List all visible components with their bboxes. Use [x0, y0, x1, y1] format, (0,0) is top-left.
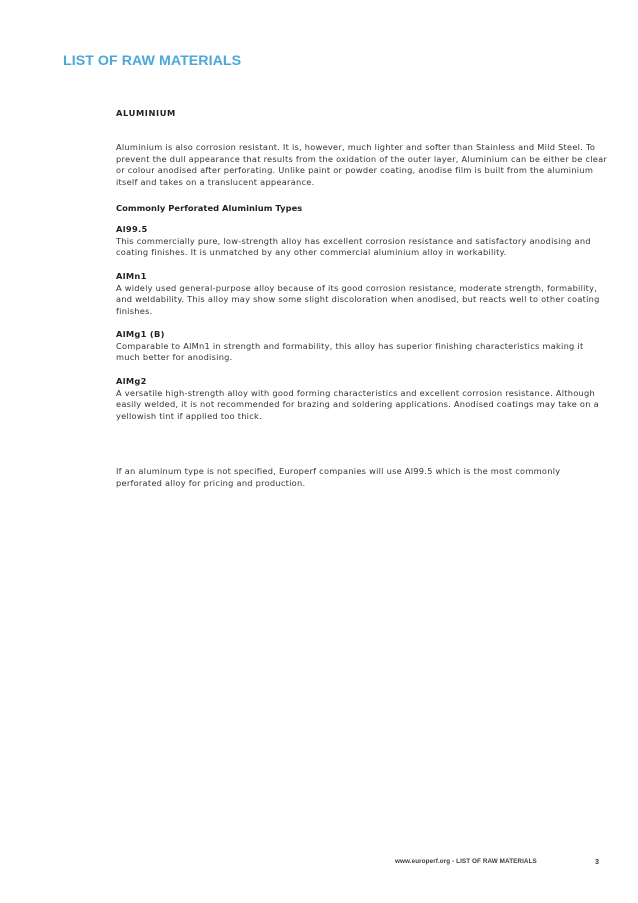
alloy-entry: [116, 376, 609, 423]
types-heading: Commonly Perforated Aluminium Types: [116, 203, 303, 213]
alloy-entry: [116, 271, 609, 318]
alloy-description: This commercially pure, low-strength alloy has excellent corrosion resistance and satisfactory anodising and coating finishes. It is unmatched by any other commercial aluminium alloy in workability.: [116, 235, 591, 258]
alloy-entry: [116, 329, 609, 364]
alloy-name: AlMg1 (B): [116, 329, 165, 339]
alloy-name: AlMn1: [116, 271, 147, 281]
alloy-description: Comparable to AlMn1 in strength and formability, this alloy has superior finishing characteristics making it much better for anodising.: [116, 340, 584, 363]
intro-paragraph: Aluminium is also corrosion resistant. It is, however, much lighter and softer than Stainless and Mild Steel. To prevent the dull appearance that results from the oxidation of the outer layer, Aluminium can be either be clear or colour anodised after perforating. Unlike paint or powder coating, anodise film is built from the aluminium itself and takes on a translucent appearance.: [116, 142, 608, 188]
page-number: 3: [595, 857, 599, 866]
footer-text: www.europerf.org - LIST OF RAW MATERIALS: [395, 858, 537, 865]
footnote-paragraph: If an aluminum type is not specified, Europerf companies will use Al99.5 which is the most commonly perforated alloy for pricing and production.: [116, 466, 561, 488]
page-title: LIST OF RAW MATERIALS: [63, 53, 242, 69]
alloy-entry: [116, 224, 609, 259]
alloy-description: A widely used general-purpose alloy because of its good corrosion resistance, moderate strength, formability, and weldability. This alloy may show some slight discoloration when anodised, but reacts well to other coating finishes.: [116, 282, 600, 317]
alloy-description: A versatile high-strength alloy with good forming characteristics and excellent corrosion resistance. Although easily welded, it is not recommended for brazing and soldering applications. Anodised coatings may take on a yellowish tint if applied too thick.: [116, 387, 599, 422]
alloy-name: AlMg2: [116, 376, 147, 386]
section-heading: ALUMINIUM: [116, 108, 176, 118]
alloy-name: Al99.5: [116, 224, 148, 234]
